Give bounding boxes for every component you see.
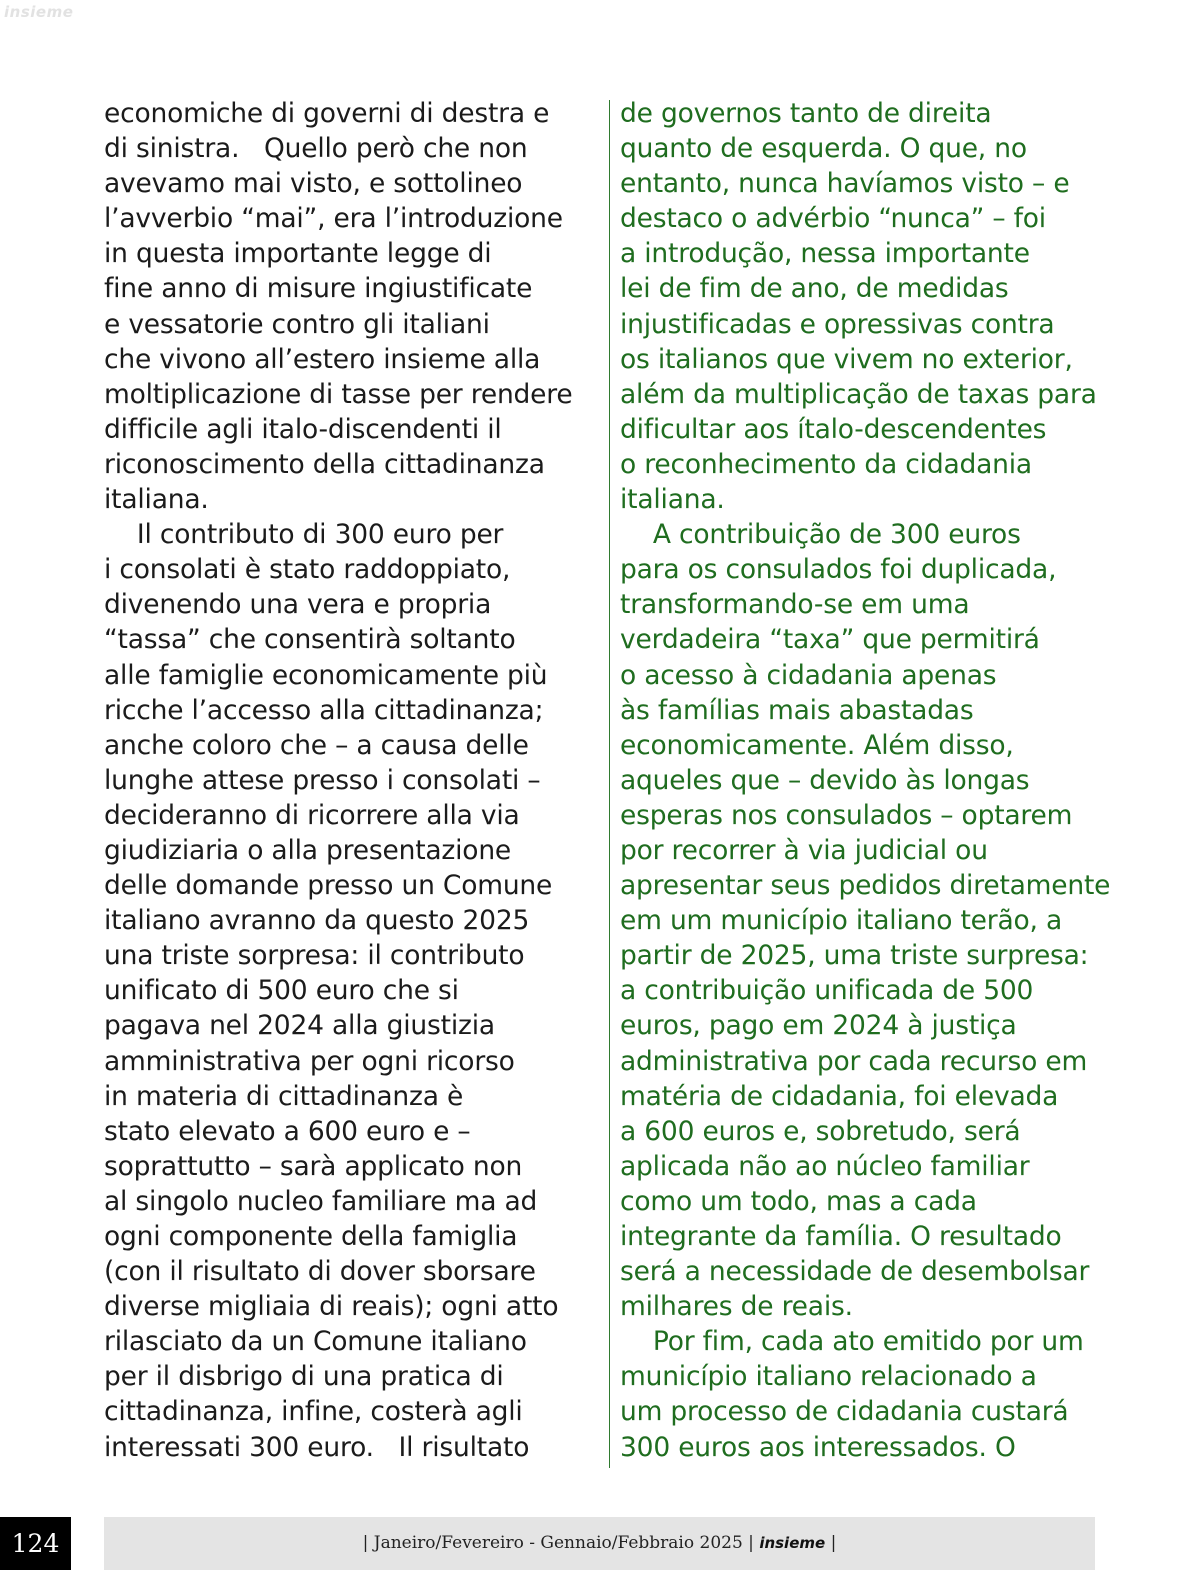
portuguese-text-line: entanto, nunca havíamos visto – e [620, 168, 1070, 200]
italian-text-line: moltiplicazione di tasse per rendere [104, 378, 573, 410]
italian-text-line: che vivono all’estero insieme alla [104, 343, 541, 375]
portuguese-text-line: economicamente. Além disso, [620, 729, 1014, 761]
italian-text-line: di sinistra. Quello però che non [104, 133, 528, 165]
italian-text-line: in questa importante legge di [104, 238, 492, 270]
portuguese-text-line: 300 euros aos interessados. O [620, 1431, 1016, 1463]
italian-text-line: pagava nel 2024 alla giustizia [104, 1010, 495, 1042]
italian-text-line: stato elevato a 600 euro e – [104, 1115, 471, 1147]
italian-text-line: (con il risultato di dover sborsare [104, 1256, 536, 1288]
portuguese-text-line: além da multiplicação de taxas para [620, 378, 1097, 410]
portuguese-text-line: apresentar seus pedidos diretamente [620, 870, 1111, 902]
portuguese-text-line: por recorrer à via judicial ou [620, 834, 988, 866]
portuguese-text-line: para os consulados foi duplicada, [620, 554, 1057, 586]
portuguese-text-line: A contribuição de 300 euros [620, 519, 1021, 551]
portuguese-text-line: aplicada não ao núcleo familiar [620, 1150, 1030, 1182]
portuguese-text-column [620, 96, 1111, 1465]
italian-text-line: divenendo una vera e propria [104, 589, 492, 621]
portuguese-text-line: de governos tanto de direita [620, 98, 992, 129]
italian-text-line: cittadinanza, infine, costerà agli [104, 1396, 523, 1428]
italian-text-line: riconoscimento della cittadinanza [104, 448, 545, 480]
italian-text-line: ogni componente della famiglia [104, 1221, 518, 1252]
portuguese-text-line: Por fim, cada ato emitido por um [620, 1326, 1084, 1358]
footer-logo: insieme [759, 1534, 826, 1552]
italian-text-line: amministrativa per ogni ricorso [104, 1045, 515, 1077]
italian-text-line: giudiziaria o alla presentazione [104, 834, 512, 866]
italian-text-line: diverse migliaia di reais); ogni atto [104, 1291, 559, 1323]
italian-text-line: decideranno di ricorrere alla via [104, 799, 520, 831]
italian-text-line: una triste sorpresa: il contributo [104, 940, 525, 972]
italian-text-line: italiano avranno da questo 2025 [104, 905, 530, 937]
italian-text-line: i consolati è stato raddoppiato, [104, 554, 511, 586]
italian-text-line: “tassa” che consentirà soltanto [104, 624, 516, 656]
portuguese-text-line: os italianos que vivem no exterior, [620, 343, 1073, 375]
italian-text-line: soprattutto – sarà applicato non [104, 1150, 523, 1182]
page-number: 124 [0, 1517, 71, 1570]
italian-text-line: e vessatorie contro gli italiani [104, 308, 490, 340]
portuguese-text-line: matéria de cidadania, foi elevada [620, 1080, 1059, 1112]
italian-text-line: alle famiglie economicamente più [104, 659, 548, 691]
italian-text-line: l’avverbio “mai”, era l’introduzione [104, 203, 563, 235]
portuguese-text-line: lei de fim de ano, de medidas [620, 273, 1009, 305]
italian-text-line: interessati 300 euro. Il risultato [104, 1431, 530, 1463]
portuguese-text-line: às famílias mais abastadas [620, 694, 974, 726]
italian-text-line: fine anno di misure ingiustificate [104, 273, 533, 305]
italian-text-line: unificato di 500 euro che si [104, 975, 459, 1007]
footer-issue-line [104, 1517, 1095, 1570]
portuguese-text-line: partir de 2025, uma triste surpresa: [620, 940, 1089, 972]
footer-closing: | [825, 1533, 837, 1553]
portuguese-text-line: o reconhecimento da cidadania [620, 448, 1032, 480]
portuguese-text-line: a contribuição unificada de 500 [620, 975, 1034, 1007]
portuguese-text-line: administrativa por cada recurso em [620, 1045, 1088, 1077]
column-divider [609, 100, 610, 1468]
portuguese-text-line: a introdução, nessa importante [620, 238, 1030, 270]
portuguese-text-line: milhares de reais. [620, 1291, 853, 1323]
portuguese-text-line: será a necessidade de desembolsar [620, 1256, 1090, 1288]
italian-text-line: delle domande presso un Comune [104, 870, 553, 902]
portuguese-text-line: euros, pago em 2024 à justiça [620, 1010, 1017, 1042]
portuguese-text-line: verdadeira “taxa” que permitirá [620, 624, 1040, 656]
portuguese-text-line: o acesso à cidadania apenas [620, 659, 997, 691]
italian-text-line: in materia di cittadinanza è [104, 1080, 464, 1112]
portuguese-text-line: integrante da família. O resultado [620, 1221, 1062, 1252]
portuguese-text-line: como um todo, mas a cada [620, 1185, 977, 1217]
italian-text-line: italiana. [104, 484, 209, 516]
portuguese-text-line: um processo de cidadania custará [620, 1396, 1069, 1428]
portuguese-text-line: município italiano relacionado a [620, 1361, 1037, 1393]
portuguese-text-line: italiana. [620, 484, 725, 516]
italian-text-column [104, 96, 599, 1465]
italian-text-line: anche coloro che – a causa delle [104, 729, 529, 761]
italian-text-line: difficile agli italo-discendenti il [104, 413, 502, 445]
italian-text-line: avevamo mai visto, e sottolineo [104, 168, 523, 200]
italian-text-line: economiche di governi di destra e [104, 98, 550, 129]
portuguese-text-line: dificultar aos ítalo-descendentes [620, 413, 1047, 445]
italian-text-line: ricche l’accesso alla cittadinanza; [104, 694, 544, 726]
portuguese-text-line: aqueles que – devido às longas [620, 764, 1030, 796]
masthead-logo: insieme [4, 3, 74, 21]
portuguese-text-line: injustificadas e opressivas contra [620, 308, 1055, 340]
portuguese-text-line: destaco o advérbio “nunca” – foi [620, 203, 1046, 235]
portuguese-text-line: esperas nos consulados – optarem [620, 799, 1073, 831]
italian-text-line: Il contributo di 300 euro per [104, 519, 504, 551]
italian-text-line: per il disbrigo di una pratica di [104, 1361, 504, 1393]
italian-text-line: rilasciato da un Comune italiano [104, 1326, 527, 1358]
portuguese-text-line: transformando-se em uma [620, 589, 970, 621]
italian-text-line: lunghe attese presso i consolati – [104, 764, 541, 796]
portuguese-text-line: em um município italiano terão, a [620, 905, 1063, 937]
portuguese-text-line: quanto de esquerda. O que, no [620, 133, 1027, 165]
footer-issue-text: | Janeiro/Fevereiro - Gennaio/Febbraio 2025 | [362, 1533, 760, 1553]
italian-text-line: al singolo nucleo familiare ma ad [104, 1185, 538, 1217]
portuguese-text-line: a 600 euros e, sobretudo, será [620, 1115, 1021, 1147]
